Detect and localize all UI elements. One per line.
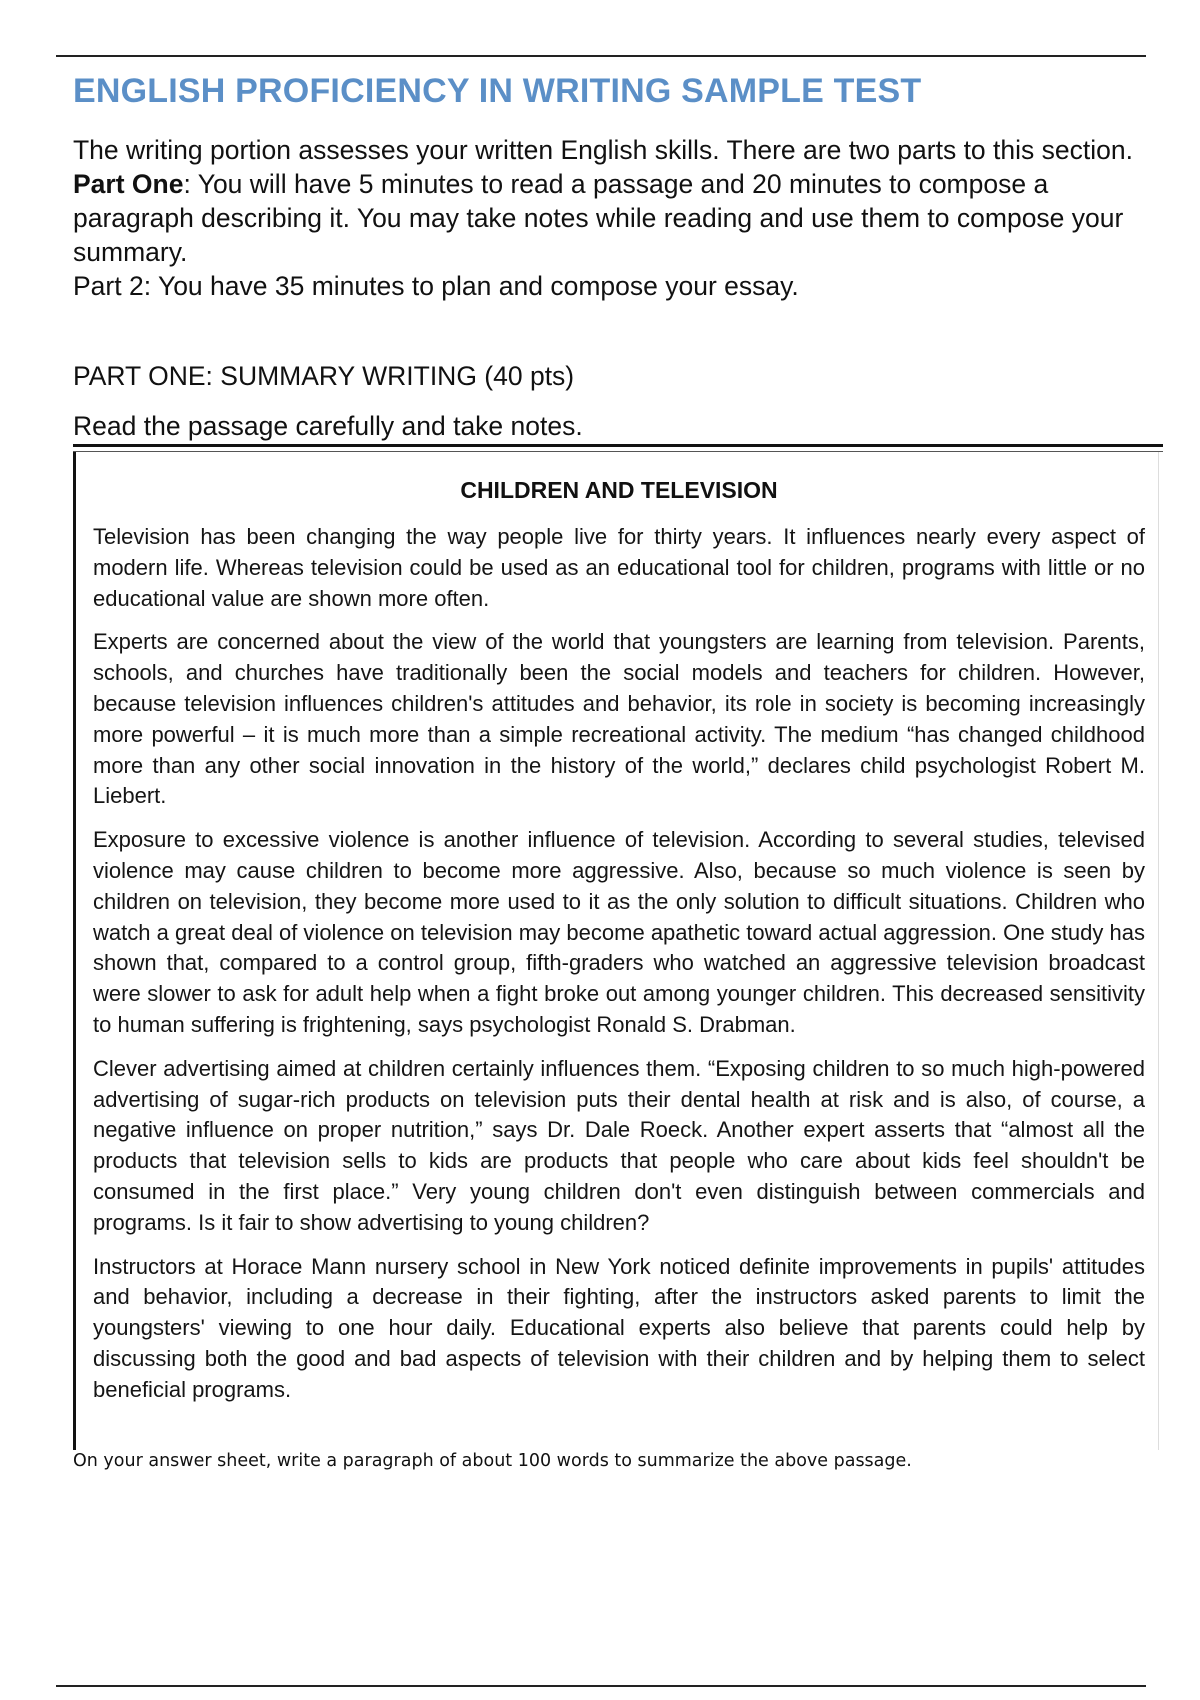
passage-paragraph-3: Exposure to excessive violence is another influence of television. According to several studies, televised violence may cause children to become more aggressive. Also, because so much violence is seen by children on television, they become more used to it as the only solution to difficult situations. Children who watch a great deal of violence on television may become apathetic toward actual aggression. One study has shown that, compared to a control group, fifth-graders who watched an aggressive television broadcast were slower to ask for adult help when a fight broke out among younger children. This decreased sensitivity to human suffering is frightening, says psychologist Ronald S. Drabman. xyxy=(93,827,1145,1037)
part-one-text: : You will have 5 minutes to read a passage and 20 minutes to compose a paragraph describing it. You may take notes while reading and use them to compose your summary. xyxy=(73,169,1124,267)
passage-body xyxy=(93,522,1145,1419)
read-instruction: Read the passage carefully and take notes. xyxy=(73,411,583,441)
passage-paragraph-1: Television has been changing the way people live for thirty years. It influences nearly every aspect of modern life. Whereas television could be used as an educational tool for children, programs with little or no educational value are shown more often. xyxy=(93,524,1145,611)
bottom-rule xyxy=(56,1685,1146,1687)
part-one-description xyxy=(73,167,1148,269)
part-one-label: Part One xyxy=(73,169,184,199)
top-rule xyxy=(56,55,1146,57)
part-two-description: Part 2: You have 35 minutes to plan and compose your essay. xyxy=(73,271,799,301)
intro-section xyxy=(73,133,1148,303)
passage-title: CHILDREN AND TELEVISION xyxy=(460,477,778,503)
passage-paragraph-5: Instructors at Horace Mann nursery school in New York noticed definite improvements in pupils' attitudes and behavior, including a decrease in their fighting, after the instructors asked parents to limit the youngsters' viewing to one hour daily. Educational experts also believe that parents could help by discussing both the good and bad aspects of television with their children and by helping them to select beneficial programs. xyxy=(93,1253,1145,1402)
passage-paragraph-4: Clever advertising aimed at children certainly influences them. “Exposing children to so much high-powered advertising of sugar-rich products on television puts their dental health at risk and is also, of course, a negative influence on proper nutrition,” says Dr. Dale Roeck. Another expert asserts that “almost all the products that television sells to kids are products that people who care about kids feel shouldn't be consumed in the first place.” Very young children don't even distinguish between commercials and programs. Is it fair to show advertising to young children? xyxy=(93,1055,1145,1235)
part-one-heading: PART ONE: SUMMARY WRITING (40 pts) xyxy=(73,361,575,391)
answer-sheet-instruction: On your answer sheet, write a paragraph of about 100 words to summarize the above passage. xyxy=(73,1451,912,1471)
passage-paragraph-2: Experts are concerned about the view of the world that youngsters are learning from television. Parents, schools, and churches have traditionally been the social models and teachers for children. However, because television influences children's attitudes and behavior, its role in society is becoming increasingly more powerful – it is much more than a simple recreational activity. The medium “has changed childhood more than any other social innovation in the history of the world,” declares child psychologist Robert M. Liebert. xyxy=(93,629,1145,809)
intro-paragraph: The writing portion assesses your written English skills. There are two parts to this section. xyxy=(73,135,1133,165)
page-title: ENGLISH PROFICIENCY IN WRITING SAMPLE TEST xyxy=(73,72,922,110)
passage-box-top-rule xyxy=(73,444,1163,447)
passage-box xyxy=(73,452,1159,1450)
